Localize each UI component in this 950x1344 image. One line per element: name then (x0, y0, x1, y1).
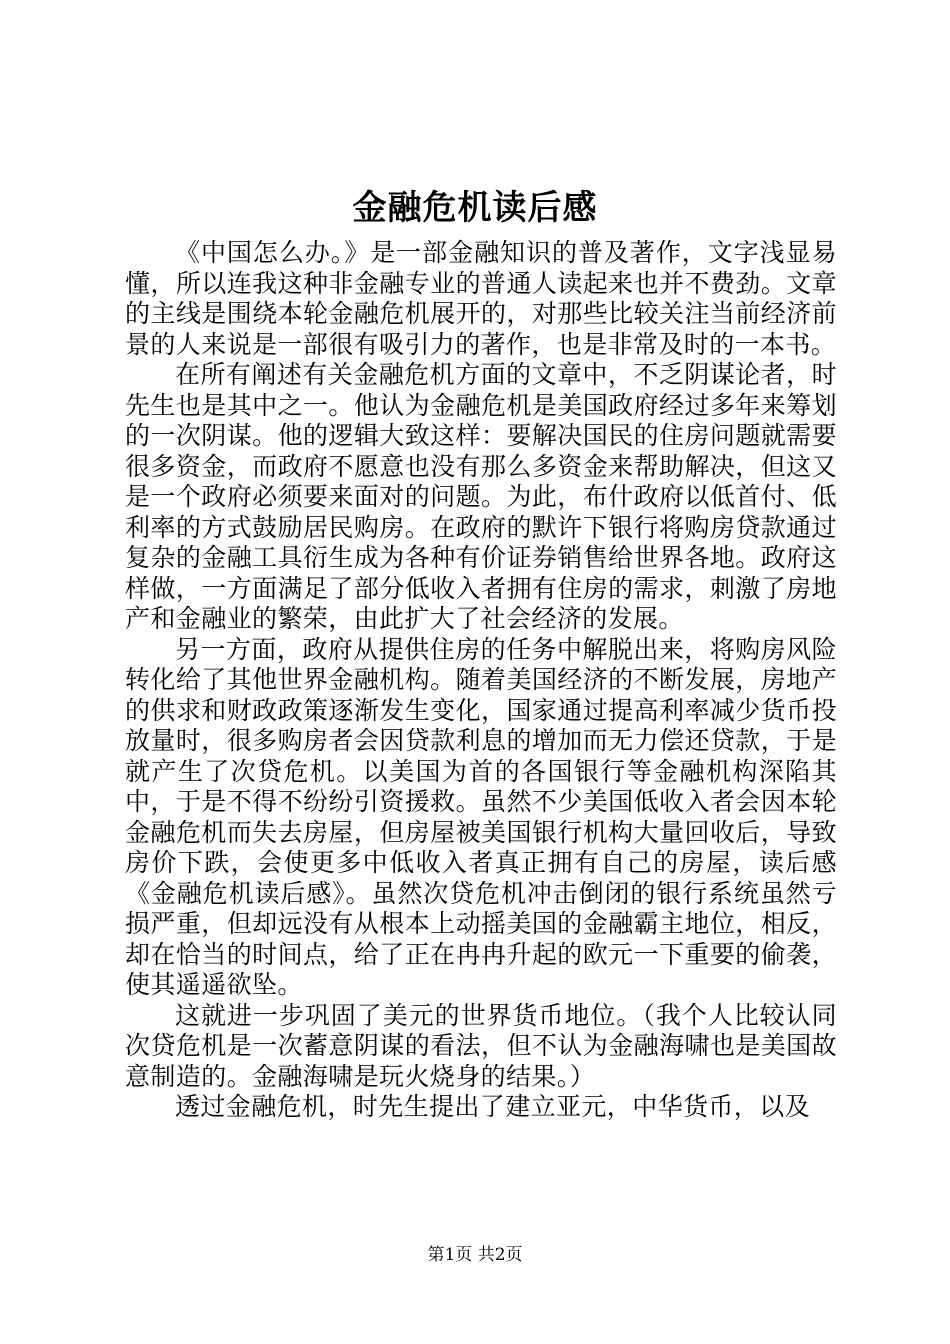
paragraph-5: 透过金融危机，时先生提出了建立亚元，中华货币，以及 (175, 1092, 811, 1121)
page-number-footer: 第1页 共2页 (427, 1245, 523, 1265)
paragraph-1: 《中国怎么办。》是一部金融知识的普及著作，文字浅显易懂，所以连我这种非金融专业的普通人读起来也并不费劲。文章的主线是围绕本轮金融危机展开的，对那些比较关注当前经济前景的人来说是一部很有吸引力的著作，也是非常及时的一本书。 (125, 238, 837, 359)
paragraph-2: 在所有阐述有关金融危机方面的文章中，不乏阴谋论者，时先生也是其中之一。他认为金融危机是美国政府经过多年来筹划的一次阴谋。他的逻辑大致这样：要解决国民的住房问题就需要很多资金，而政府不愿意也没有那么多资金来帮助解决，但这又是一个政府必须要来面对的问题。为此，布什政府以低首付、低利率的方式鼓励居民购房。在政府的默许下银行将购房贷款通过复杂的金融工具衍生成为各种有价证券销售给世界各地。政府这样做，一方面满足了部分低收入者拥有住房的需求，刺激了房地产和金融业的繁荣，由此扩大了社会经济的发展。 (125, 360, 837, 633)
paragraph-4: 这就进一步巩固了美元的世界货币地位。（我个人比较认同次贷危机是一次蓄意阴谋的看法，但不认为金融海啸也是美国故意制造的。金融海啸是玩火烧身的结果。） (125, 1000, 837, 1091)
paragraph-3: 另一方面，政府从提供住房的任务中解脱出来，将购房风险转化给了其他世界金融机构。随着美国经济的不断发展，房地产的供求和财政政策逐渐发生变化，国家通过提高利率减少货币投放量时，很多购房者会因贷款利息的增加而无力偿还贷款，于是就产生了次贷危机。以美国为首的各国银行等金融机构深陷其中，于是不得不纷纷引资援救。虽然不少美国低收入者会因本轮金融危机而失去房屋，但房屋被美国银行机构大量回收后，导致房价下跌，会使更多中低收入者真正拥有自己的房屋，读后感《金融危机读后感》。虽然次贷危机冲击倒闭的银行系统虽然亏损严重，但却远没有从根本上动摇美国的金融霸主地位，相反，却在恰当的时间点，给了正在冉冉升起的欧元一下重要的偷袭，使其遥遥欲坠。 (125, 634, 837, 999)
document-body (125, 238, 837, 1123)
document-title: 金融危机读后感 (352, 188, 598, 228)
